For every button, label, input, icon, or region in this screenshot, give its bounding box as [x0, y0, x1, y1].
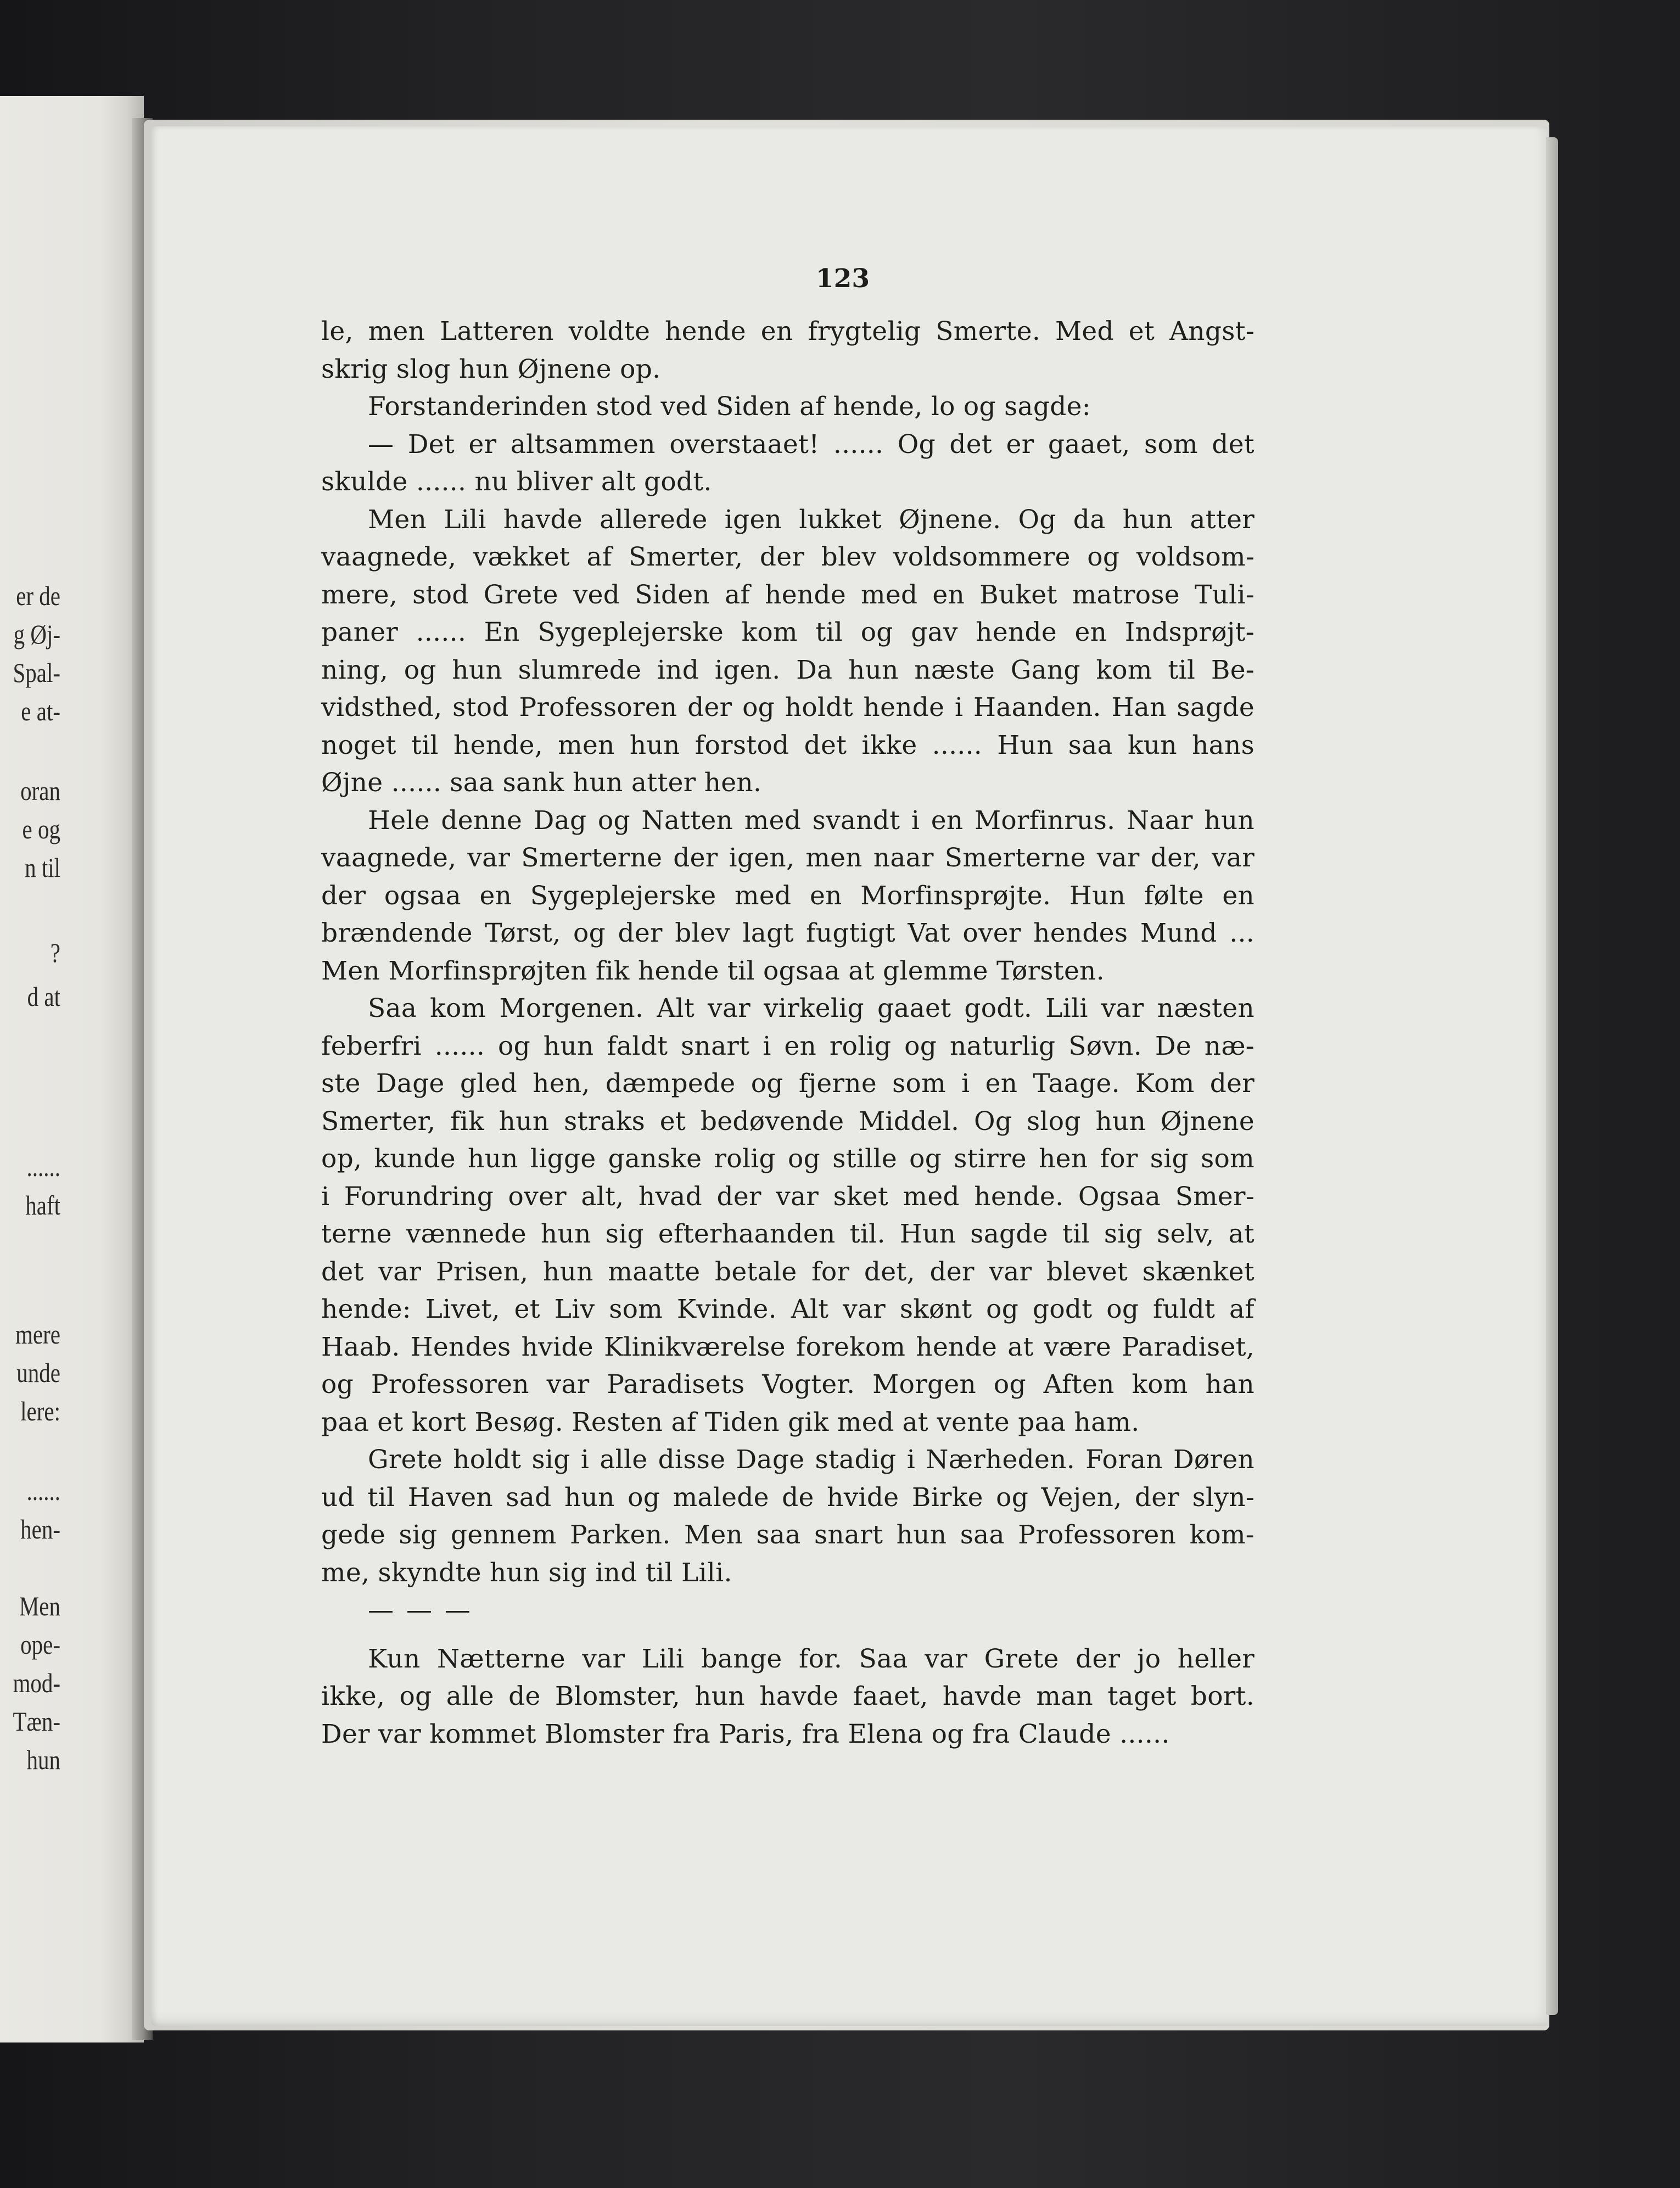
text-line: Haab. Hendes hvide Klinikværelse forekom hende at være Paradiset,	[321, 1331, 1255, 1362]
text-line: le, men Latteren voldte hende en frygtelig Smerte. Med et Angst-	[321, 316, 1255, 346]
text-line: ud til Haven sad hun og malede de hvide Birke og Vejen, der slyn-	[321, 1482, 1255, 1513]
text-line: gede sig gennem Parken. Men saa snart hun saa Professoren kom-	[321, 1520, 1255, 1550]
left-page-fragment: ?	[50, 937, 60, 968]
text-line: vaagnede, var Smerterne der igen, men naar Smerterne var der, var	[321, 843, 1255, 873]
left-page-fragment: e at-	[21, 696, 60, 726]
text-line: vaagnede, vækket af Smerter, der blev voldsommere og voldsom-	[321, 542, 1255, 572]
text-line: ning, og hun slumrede ind igen. Da hun næste Gang kom til Be-	[321, 654, 1255, 685]
text-line: mere, stod Grete ved Siden af hende med en Buket matrose Tuli-	[321, 579, 1255, 610]
left-page-fragment: lere:	[20, 1396, 60, 1426]
text-line: det var Prisen, hun maatte betale for det, der var blevet skænket	[321, 1256, 1255, 1287]
left-page-fragment: haft	[25, 1190, 60, 1221]
left-page-fragment: ope-	[20, 1629, 60, 1660]
text-line: Men Morfinsprøjten fik hende til ogsaa at glemme Tørsten.	[321, 955, 1105, 986]
page-number: 123	[815, 264, 870, 294]
text-line: ste Dage gled hen, dæmpede og fjerne som i en Taage. Kom der	[321, 1068, 1255, 1099]
text-line: Men Lili havde allerede igen lukket Øjnene. Og da hun atter	[368, 504, 1255, 535]
left-page-fragment: mod-	[13, 1667, 60, 1698]
text-line: Der var kommet Blomster fra Paris, fra Elena og fra Claude ......	[321, 1719, 1170, 1749]
left-page-fragment: hen-	[20, 1514, 60, 1545]
text-line: noget til hende, men hun forstod det ikke ...... Hun saa kun hans	[321, 730, 1255, 760]
text-line: Grete holdt sig i alle disse Dage stadig i Nærheden. Foran Døren	[368, 1445, 1255, 1475]
text-line: og Professoren var Paradisets Vogter. Morgen og Aften kom han	[321, 1369, 1255, 1400]
left-page-fragment: er de	[16, 580, 60, 611]
left-page-fragment: Spal-	[13, 657, 60, 688]
left-page-fragment: d at	[27, 981, 60, 1012]
left-page-fragment: hun	[26, 1744, 60, 1775]
left-page-fragment: Men	[19, 1591, 60, 1621]
text-line: me, skyndte hun sig ind til Lili.	[321, 1557, 732, 1588]
text-line: terne vænnede hun sig efterhaanden til. Hun sagde til sig selv, at	[321, 1219, 1255, 1249]
text-line: skulde ...... nu bliver alt godt.	[321, 467, 712, 497]
text-line: Øjne ...... saa sank hun atter hen.	[321, 768, 762, 798]
text-line: paner ...... En Sygeplejerske kom til og gav hende en Indsprøjt-	[321, 617, 1255, 647]
left-page-fragment: n til	[25, 852, 60, 883]
text-line: brændende Tørst, og der blev lagt fugtigt Vat over hendes Mund ...	[321, 918, 1255, 948]
text-line: ikke, og alle de Blomster, hun havde faaet, havde man taget bort.	[321, 1681, 1255, 1711]
left-page-fragment: e og	[22, 814, 60, 844]
text-line: Kun Nætterne var Lili bange for. Saa var Grete der jo heller	[368, 1643, 1255, 1674]
text-line: vidsthed, stod Professoren der og holdt hende i Haanden. Han sagde	[321, 692, 1255, 723]
body-text	[321, 313, 1255, 1753]
left-page-fragment: unde	[16, 1357, 60, 1388]
text-line: Saa kom Morgenen. Alt var virkelig gaaet godt. Lili var næsten	[368, 993, 1255, 1023]
right-page	[151, 126, 1548, 2026]
section-break-dashes: — — —	[368, 1595, 473, 1625]
text-line: Hele denne Dag og Natten med svandt i en Morfinrus. Naar hun	[368, 805, 1255, 836]
text-line: paa et kort Besøg. Resten af Tiden gik med at vente paa ham.	[321, 1407, 1140, 1437]
text-line: Smerter, fik hun straks et bedøvende Middel. Og slog hun Øjnene	[321, 1106, 1255, 1137]
text-line: — Det er altsammen overstaaet! ...... Og det er gaaet, som det	[368, 429, 1255, 460]
left-page-fragment: mere	[15, 1319, 60, 1350]
left-page-fragment: ......	[26, 1475, 60, 1506]
left-page-fragment: oran	[20, 775, 60, 806]
text-line: feberfri ...... og hun faldt snart i en rolig og naturlig Søvn. De næ-	[321, 1031, 1255, 1061]
left-page-fragment: ......	[26, 1151, 60, 1182]
left-page-fragment: Tæn-	[13, 1706, 60, 1737]
text-line: i Forundring over alt, hvad der var sket med hende. Ogsaa Smer-	[321, 1181, 1255, 1212]
text-line: op, kunde hun ligge ganske rolig og stille og stirre hen for sig som	[321, 1144, 1255, 1174]
text-line: der ogsaa en Sygeplejerske med en Morfinsprøjte. Hun følte en	[321, 880, 1255, 911]
text-line: Forstanderinden stod ved Siden af hende, lo og sagde:	[368, 391, 1091, 422]
text-line: skrig slog hun Øjnene op.	[321, 354, 661, 384]
left-page-fragment: g Øj-	[13, 619, 60, 650]
text-line: hende: Livet, et Liv som Kvinde. Alt var skønt og godt og fuldt af	[321, 1294, 1255, 1324]
